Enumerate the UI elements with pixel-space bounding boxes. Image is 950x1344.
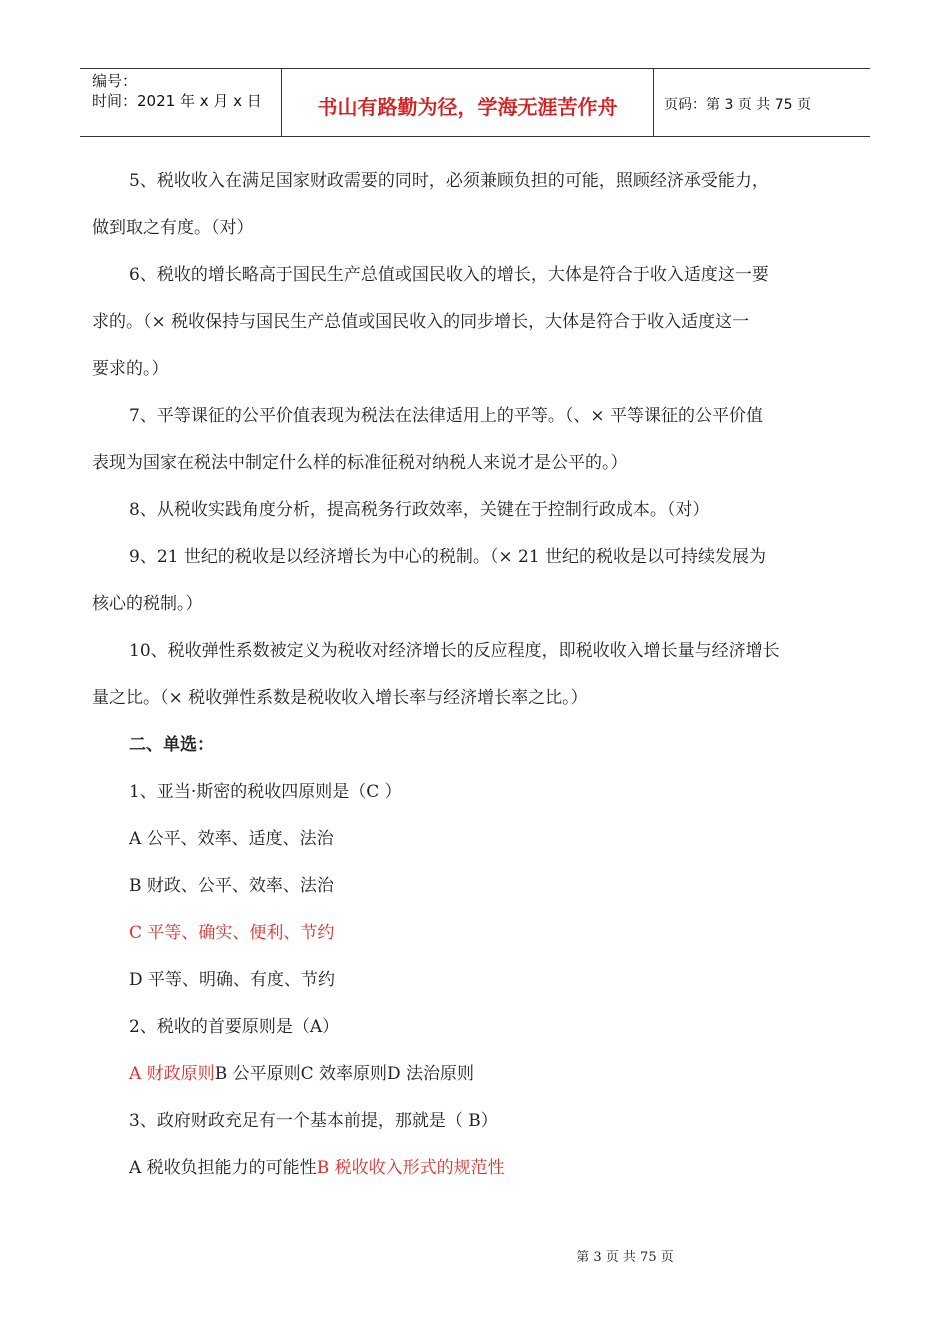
option-line: B 财政、公平、效率、法治 (129, 876, 334, 896)
header-page-info: 页码：第 3 页 共 75 页 (664, 96, 811, 113)
question-line: 3、政府财政充足有一个基本前提，那就是（ B） (129, 1111, 498, 1131)
text-line: 7、平等课征的公平价值表现为税法在法律适用上的平等。（、× 平等课征的公平价值 (129, 406, 763, 426)
correct-option: A 财政原则 (129, 1064, 215, 1084)
header-motto: 书山有路勤为径，学海无涯苦作舟 (282, 69, 654, 136)
section-heading: 二、单选： (129, 735, 214, 755)
option-line: A 公平、效率、适度、法治 (129, 829, 334, 849)
text-line: 9、21 世纪的税收是以经济增长为中心的税制。（× 21 世纪的税收是以可持续发展为 (129, 547, 767, 567)
text-line: 表现为国家在税法中制定什么样的标准征税对纳税人来说才是公平的。） (92, 453, 628, 473)
page-header (80, 68, 870, 137)
q2-options-line (92, 1051, 862, 1098)
document-body (92, 158, 862, 1192)
text-line: 求的。（× 税收保持与国民生产总值或国民收入的同步增长，大体是符合于收入适度这一 (92, 312, 750, 332)
number-label: 编号： (92, 72, 138, 90)
text-line: 5、税收收入在满足国家财政需要的同时，必须兼顾负担的可能，照顾经济承受能力， (129, 171, 769, 191)
question-line: 2、税收的首要原则是（A） (129, 1017, 340, 1037)
text-line: 做到取之有度。（对） (92, 218, 254, 238)
q3-options-line (92, 1145, 862, 1192)
correct-option: B 税收收入形式的规范性 (316, 1158, 505, 1178)
text-line: 核心的税制。） (92, 594, 203, 614)
time-label: 时间：2021 年 x 月 x 日 (92, 92, 262, 110)
option: D 法治原则 (387, 1064, 475, 1084)
option: A 税收负担能力的可能性 (129, 1158, 317, 1178)
text-line: 量之比。（× 税收弹性系数是税收收入增长率与经济增长率之比。） (92, 688, 588, 708)
correct-option-line: C 平等、确实、便利、节约 (129, 923, 335, 943)
option: B 公平原则 (214, 1064, 301, 1084)
page-footer: 第 3 页 共 75 页 (576, 1250, 674, 1265)
text-line: 要求的。） (92, 359, 169, 379)
option-line: D 平等、明确、有度、节约 (129, 970, 336, 990)
text-line: 8、从税收实践角度分析，提高税务行政效率，关键在于控制行政成本。（对） (129, 500, 710, 520)
header-meta (80, 69, 282, 136)
text-line: 10、税收弹性系数被定义为税收对经济增长的反应程度，即税收收入增长量与经济增长 (129, 641, 780, 661)
text-line: 6、税收的增长略高于国民生产总值或国民收入的增长，大体是符合于收入适度这一要 (129, 265, 769, 285)
question-line: 1、亚当·斯密的税收四原则是（C ） (129, 782, 402, 802)
option: C 效率原则 (300, 1064, 388, 1084)
